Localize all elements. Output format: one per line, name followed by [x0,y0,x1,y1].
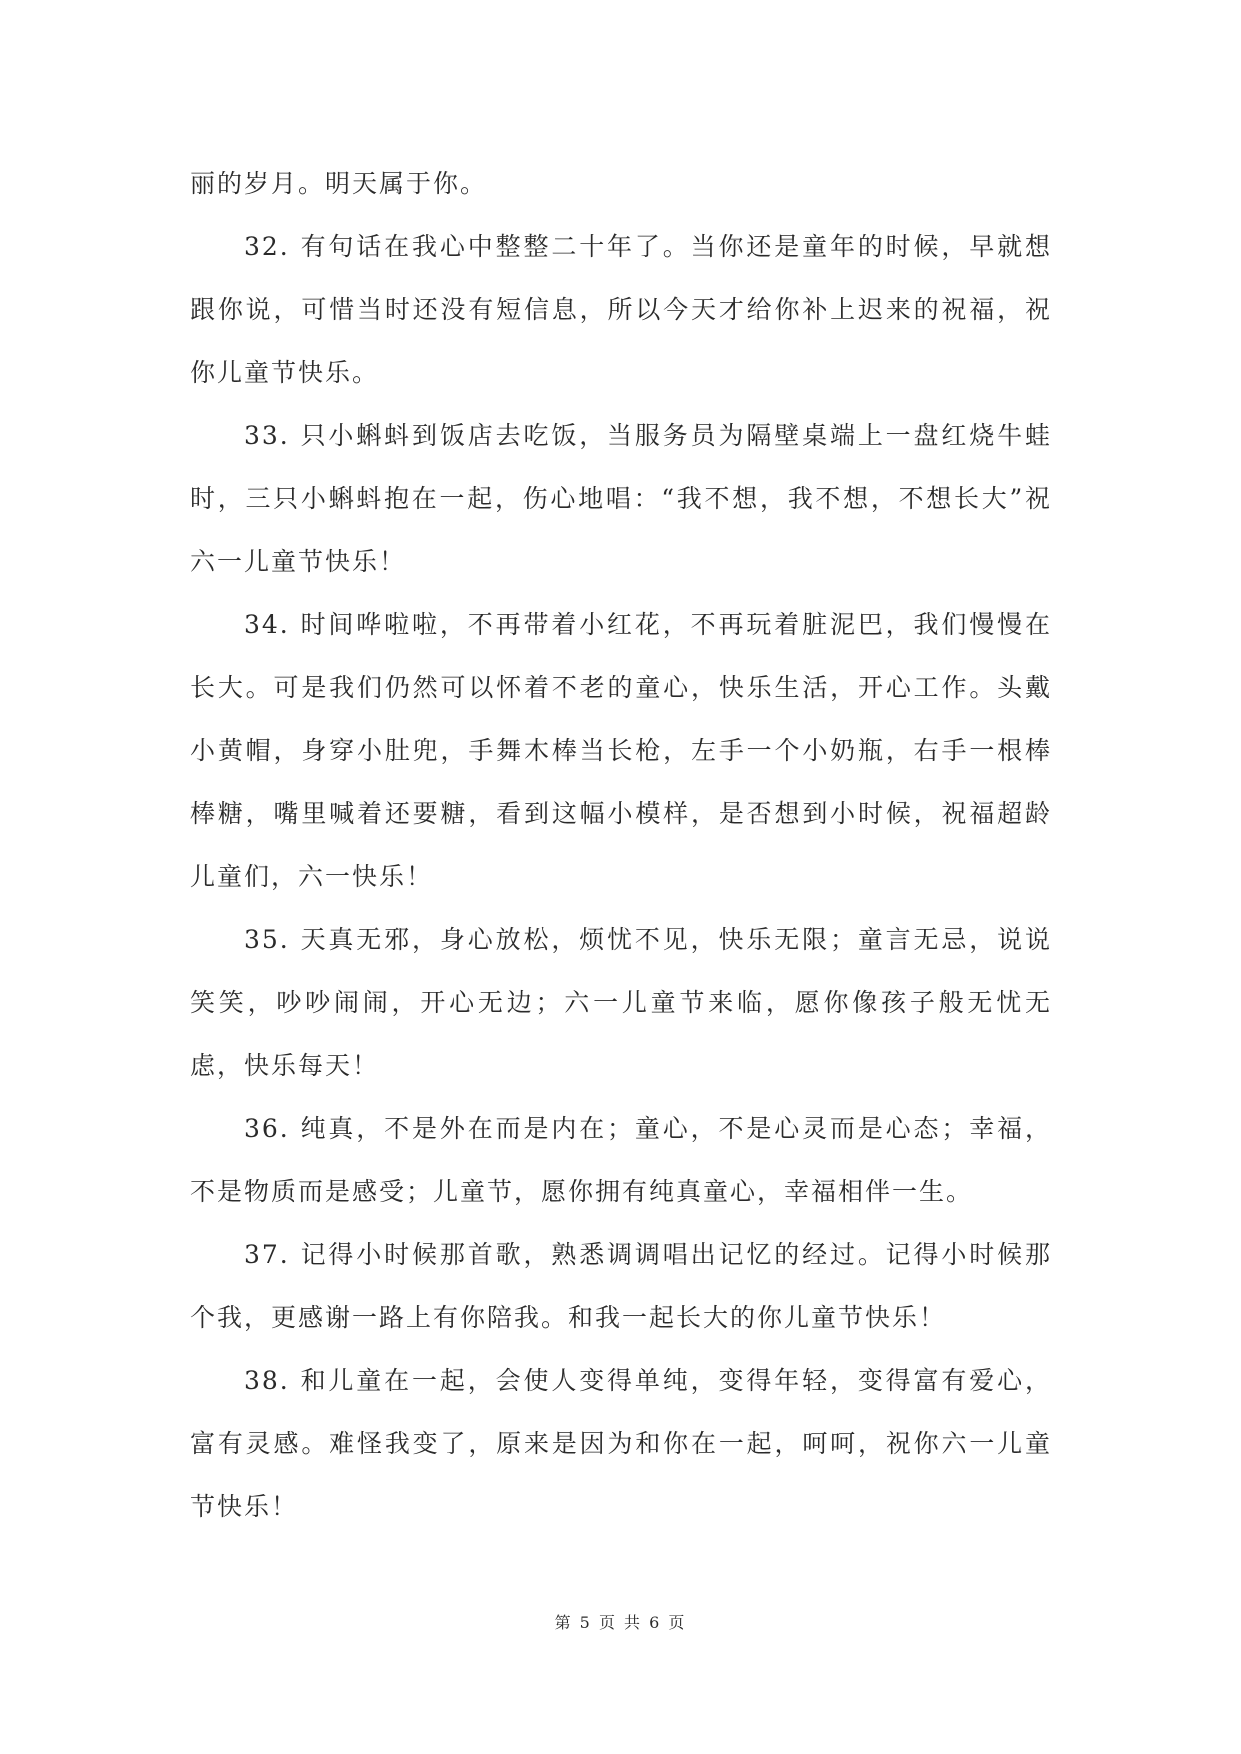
paragraph-32: 32. 有句话在我心中整整二十年了。当你还是童年的时候，早就想跟你说，可惜当时还没有短信息，所以今天才给你补上迟来的祝福，祝你儿童节快乐。 [190,232,1052,387]
page-number-footer: 第 5 页 共 6 页 [554,1613,687,1632]
paragraph-continuation: 丽的岁月。明天属于你。 [190,169,488,198]
paragraph-33: 33. 只小蝌蚪到饭店去吃饭，当服务员为隔壁桌端上一盘红烧牛蛙时，三只小蝌蚪抱在一起，伤心地唱：“我不想，我不想，不想长大”祝六一儿童节快乐！ [190,421,1052,576]
document-body [190,152,1052,1538]
paragraph-35: 35. 天真无邪，身心放松，烦忧不见，快乐无限；童言无忌，说说笑笑，吵吵闹闹，开心无边；六一儿童节来临，愿你像孩子般无忧无虑，快乐每天！ [190,925,1052,1080]
paragraph-38: 38. 和儿童在一起，会使人变得单纯，变得年轻，变得富有爱心，富有灵感。难怪我变了，原来是因为和你在一起，呵呵，祝你六一儿童节快乐！ [190,1366,1052,1521]
paragraph-36: 36. 纯真，不是外在而是内在；童心，不是心灵而是心态；幸福，不是物质而是感受；儿童节，愿你拥有纯真童心，幸福相伴一生。 [190,1114,1052,1206]
paragraph-37: 37. 记得小时候那首歌，熟悉调调唱出记忆的经过。记得小时候那个我，更感谢一路上有你陪我。和我一起长大的你儿童节快乐！ [190,1240,1052,1332]
paragraph-34: 34. 时间哗啦啦，不再带着小红花，不再玩着脏泥巴，我们慢慢在长大。可是我们仍然可以怀着不老的童心，快乐生活，开心工作。头戴小黄帽，身穿小肚兜，手舞木棒当长枪，左手一个小奶瓶，右手一根棒棒糖，嘴里喊着还要糖，看到这幅小模样，是否想到小时候，祝福超龄儿童们，六一快乐！ [190,610,1052,891]
